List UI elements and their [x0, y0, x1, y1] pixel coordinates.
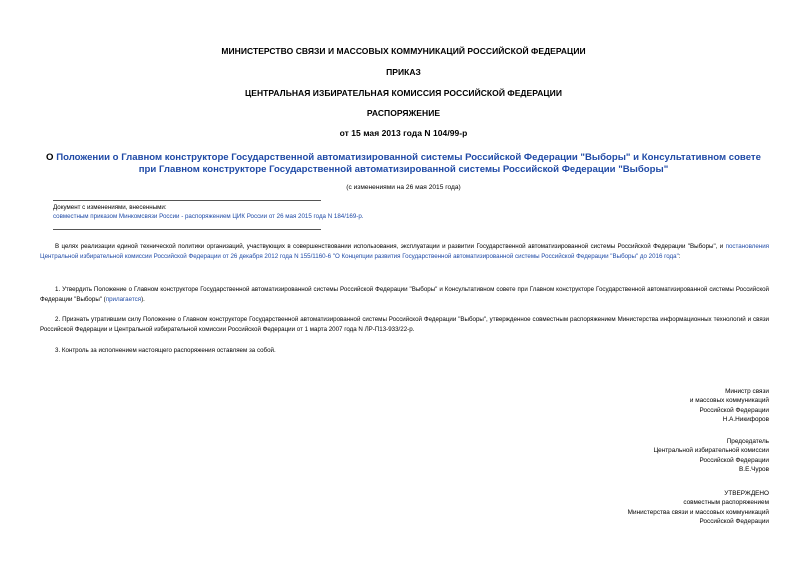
title-prefix: О [46, 152, 57, 163]
chairman-line: Центральной избирательной комиссии [653, 447, 769, 455]
preamble-text: В целях реализации единой технической политики организаций, участвующих в совершенствовании использования, эксплуатации и развитии Государственной автоматизированной системы Российской Федерации "Выборы", и [55, 243, 726, 250]
minister-line: Министр связи [725, 388, 769, 395]
divider-top [53, 200, 321, 201]
approval-line: Российской Федерации [699, 518, 769, 526]
preamble-end: : [678, 253, 681, 261]
document-title [40, 152, 767, 176]
document-date-number: от 15 мая 2013 года N 104/99-р [339, 128, 468, 138]
minister-line: и массовых коммуникаций [689, 397, 769, 405]
chairman-line: Российской Федерации [699, 456, 769, 464]
revision-note: (с изменениями на 26 мая 2015 года) [346, 184, 461, 191]
minister-name: Н.А.Никифоров [722, 416, 769, 424]
minister-signature [690, 387, 769, 425]
item-2-paragraph [40, 315, 769, 335]
item-1-link[interactable]: прилагается [105, 296, 142, 304]
item-1-end: ). [141, 296, 145, 304]
approval-line: совместным распоряжением [683, 499, 769, 507]
item-1-text: 1. Утвердить Положение о Главном конструкторе Государственной автоматизированной системы Российской Федерации "Выборы" и Консультативном совете при Главном конструкторе Государственной автоматизированной системы Российской Федерации "Выборы" ( [40, 286, 769, 304]
chairman-name: В.Е.Чуров [739, 466, 769, 474]
chairman-signature [653, 437, 769, 475]
approval-block [628, 489, 769, 527]
preamble-link[interactable]: постановления Центральной избирательной комиссии Российской Федерации от 26 декабря 2012 года N 155/1160-6 "О Концепции развития Государственной автоматизированной системы Российской Федерации "Выборы" до 2016 года" [40, 243, 769, 261]
preamble-paragraph [40, 242, 769, 262]
amendments-label: Документ с изменениями, внесенными: [53, 204, 167, 211]
item-2-text: 2. Признать утратившим силу Положение о Главном конструкторе Государственной автоматизированной системы Российской Федерации "Выборы", утвержденное совместным распоряжением Министерства информационных технологий и связи Российской Федерации и Центральной избирательной комиссии Российской Федерации от 1 марта 2007 года N ЛР-П13-933/22-р. [40, 316, 769, 334]
approval-line: УТВЕРЖДЕНО [724, 490, 769, 497]
approval-line: Министерства связи и массовых коммуникаций [627, 508, 769, 516]
commission-heading: ЦЕНТРАЛЬНАЯ ИЗБИРАТЕЛЬНАЯ КОМИССИЯ РОССИЙСКОЙ ФЕДЕРАЦИИ [245, 88, 562, 98]
item-3-paragraph [40, 346, 769, 356]
amendments-link[interactable]: совместным приказом Минкомсвязи России - распоряжением ЦИК России от 26 мая 2015 года N 184/169-р. [53, 213, 364, 220]
title-link[interactable]: Положении о Главном конструкторе Государственной автоматизированной системы Российской Федерации "Выборы" и Консультативном совете при Главном конструкторе Государственной автоматизированной системы Российской Федерации "Выборы" [56, 152, 761, 175]
chairman-line: Председатель [726, 438, 769, 445]
divider-bottom [53, 229, 321, 230]
minister-line: Российской Федерации [699, 406, 769, 414]
item-3-text: 3. Контроль за исполнением настоящего распоряжения оставляем за собой. [55, 347, 276, 354]
ministry-heading: МИНИСТЕРСТВО СВЯЗИ И МАССОВЫХ КОММУНИКАЦИЙ РОССИЙСКОЙ ФЕДЕРАЦИИ [221, 46, 586, 56]
order-heading: ПРИКАЗ [386, 67, 421, 77]
directive-heading: РАСПОРЯЖЕНИЕ [366, 108, 441, 118]
item-1-paragraph [40, 285, 769, 305]
